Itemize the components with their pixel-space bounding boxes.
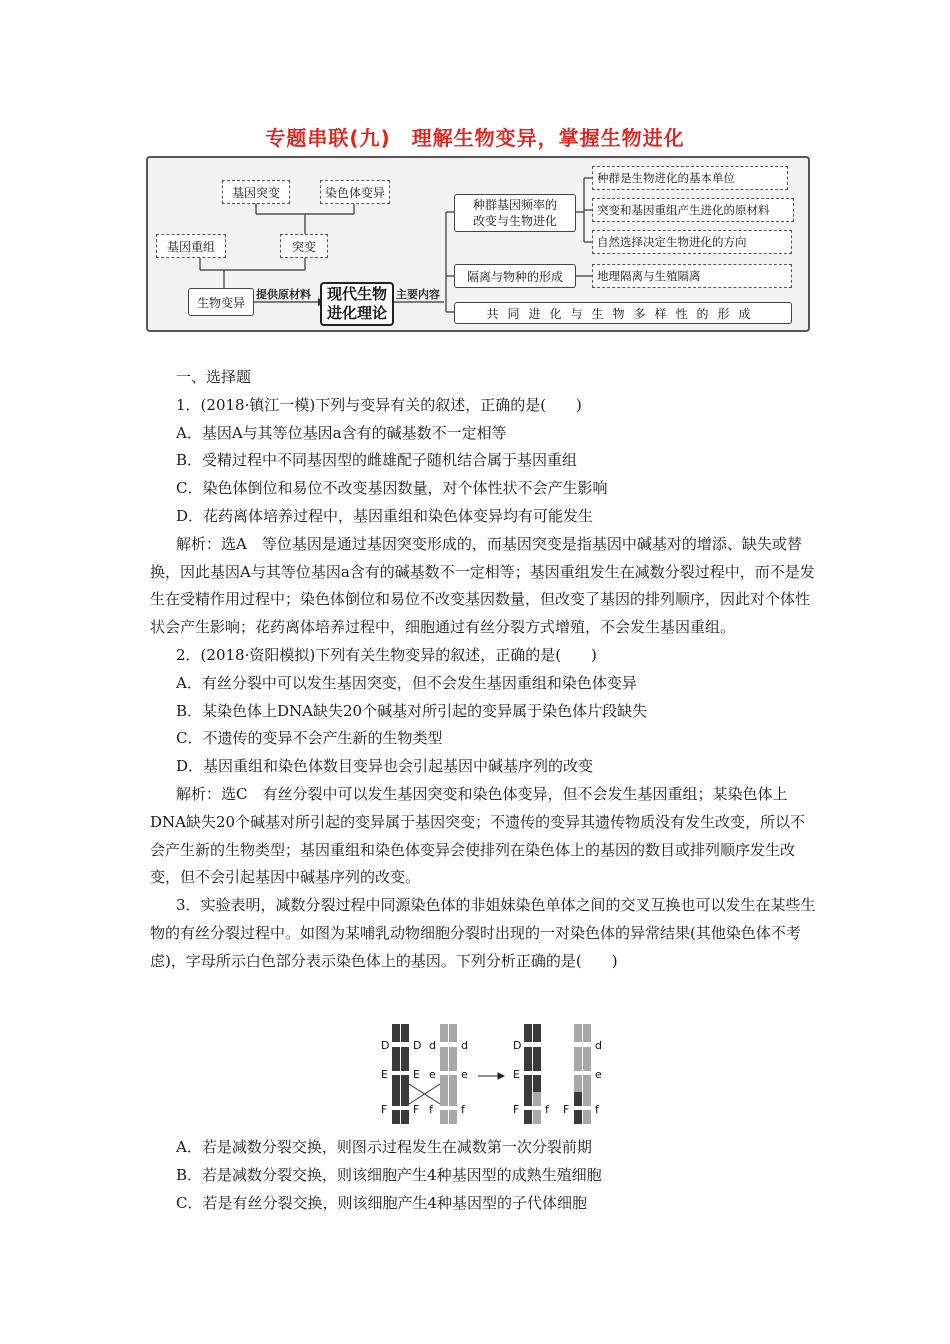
label-d-right: d (595, 1039, 602, 1052)
branch-gene-frequency-box (454, 194, 576, 232)
biological-variation-box: 生物变异 (188, 288, 254, 316)
label-F-left: F (381, 1103, 388, 1116)
q1-option-d: D．花药离体培养过程中，基因重组和染色体变异均有可能发生 (176, 506, 594, 525)
q1-stem: 1．(2018·镇江一模)下列与变异有关的叙述，正确的是( ) (176, 395, 582, 414)
page-title: 专题串联(九) 理解生物变异，掌握生物进化 (265, 126, 685, 150)
label-d-left2: d (461, 1039, 468, 1052)
label-f-right: f (595, 1103, 599, 1116)
q2-option-d: D．基因重组和染色体数目变异也会引起基因中碱基序列的改变 (176, 757, 594, 776)
branch-coevolution-box: 共同进化与生物多样性的形成 (454, 302, 792, 324)
q1-option-b: B．受精过程中不同基因型的雌雄配子随机结合属于基因重组 (176, 451, 578, 470)
leaf-population-box: 种群是生物进化的基本单位 (592, 166, 788, 190)
label-d-left: d (429, 1039, 436, 1052)
label-F-left2: F (413, 1103, 420, 1116)
transition-arrow (478, 1073, 504, 1079)
center-title-line2: 进化理论 (326, 304, 387, 322)
leaf-mutation-material-box: 突变和基因重组产生进化的原材料 (592, 198, 794, 222)
leaf-natural-selection-box: 自然选择决定生物进化的方向 (592, 230, 792, 254)
gene-recombination-box: 基因重组 (156, 234, 226, 258)
label-E-left: E (381, 1068, 388, 1081)
label-E-right: E (513, 1068, 520, 1081)
concept-map (146, 156, 810, 332)
branch-isolation-box: 隔离与物种的形成 (454, 264, 576, 288)
q1-option-c: C．染色体倒位和易位不改变基因数量，对个体性状不会产生影响 (176, 479, 608, 498)
label-f-right-dark: f (545, 1103, 549, 1116)
right-dark-chromosome (523, 1024, 542, 1124)
branch1-line2: 改变与生物进化 (472, 214, 557, 228)
label-D-left: D (381, 1039, 390, 1052)
provides-material-label: 提供原材料 (256, 288, 311, 301)
chromosome-figure (370, 1022, 610, 1132)
section-heading: 一、选择题 (176, 368, 252, 386)
left-light-chromosome (439, 1024, 458, 1124)
right-light-chromosome (573, 1024, 592, 1124)
q2-option-b: B．某染色体上DNA缺失20个碱基对所引起的变异属于染色体片段缺失 (176, 701, 648, 720)
label-e-left: e (429, 1068, 436, 1081)
q3-option-b: B．若是减数分裂交换，则该细胞产生4种基因型的成熟生殖细胞 (176, 1165, 602, 1184)
q2-option-c: C．不遗传的变异不会产生新的生物类型 (176, 729, 443, 748)
label-F-right: F (513, 1103, 520, 1116)
question-block-1 (150, 364, 818, 976)
center-box (320, 282, 394, 326)
crossover-lines (409, 1084, 440, 1104)
q3-option-c: C．若是有丝分裂交换，则该细胞产生4种基因型的子代体细胞 (176, 1193, 588, 1212)
label-D-left2: D (413, 1039, 422, 1052)
q2-stem: 2．(2018·资阳模拟)下列有关生物变异的叙述，正确的是( ) (176, 645, 597, 664)
q1-analysis: 解析：选A 等位基因是通过基因突变形成的，而基因突变是指基因中碱基对的增添、缺失或替换，因此基因A与其等位基因a含有的碱基数不一定相等；基因重组发生在减数分裂过程中，而不是发生在受精作用过程中；染色体倒位和易位不改变基因数量，但改变了基因的排列顺序，因此对个体性状会产生影响；花药离体培养过程中，细胞通过有丝分裂方式增殖，不会发生基因重组。 (150, 534, 815, 637)
mutation-box: 突变 (280, 234, 328, 258)
q3-option-a: A．若是减数分裂交换，则图示过程发生在减数第一次分裂前期 (176, 1138, 592, 1156)
q2-analysis: 解析：选C 有丝分裂中可以发生基因突变和染色体变异，但不会发生基因重组；某染色体上DNA缺失20个碱基对所引起的变异属于基因突变；不遗传的变异其遗传物质没有发生改变，所以不会产生新的生物类型；基因重组和染色体变异会使排列在染色体上的基因的数目或排列顺序发生改变，但不会引起基因中碱基序列的改变。 (150, 784, 806, 887)
label-D-right: D (513, 1039, 522, 1052)
gene-mutation-box: 基因突变 (222, 180, 290, 204)
question-block-3-options (150, 1134, 818, 1217)
label-e-right: e (595, 1068, 602, 1081)
label-e-left2: e (461, 1068, 468, 1081)
label-E-left2: E (413, 1068, 420, 1081)
q2-option-a: A．有丝分裂中可以发生基因突变，但不会发生基因重组和染色体变异 (176, 673, 637, 692)
q3-stem: 3．实验表明，减数分裂过程中同源染色体的非姐妹染色单体之间的交叉互换也可以发生在某些生物的有丝分裂过程中。如图为某哺乳动物细胞分裂时出现的一对染色体的异常结果(其他染色体不考虑)，字母所示白色部分表示染色体上的基因。下列分析正确的是( ) (150, 896, 816, 970)
chromosome-variation-box: 染色体变异 (320, 180, 390, 204)
branch1-line1: 种群基因频率的 (472, 198, 557, 212)
label-f-left: f (429, 1103, 433, 1116)
label-F-right-light: F (563, 1103, 570, 1116)
leaf-isolation-box: 地理隔离与生殖隔离 (592, 264, 792, 288)
main-content-label: 主要内容 (396, 288, 440, 301)
center-title-line1: 现代生物 (326, 285, 387, 303)
left-dark-chromosome (391, 1024, 410, 1124)
label-f-left2: f (461, 1103, 465, 1116)
q1-option-a: A．基因A与其等位基因a含有的碱基数不一定相等 (176, 423, 507, 442)
